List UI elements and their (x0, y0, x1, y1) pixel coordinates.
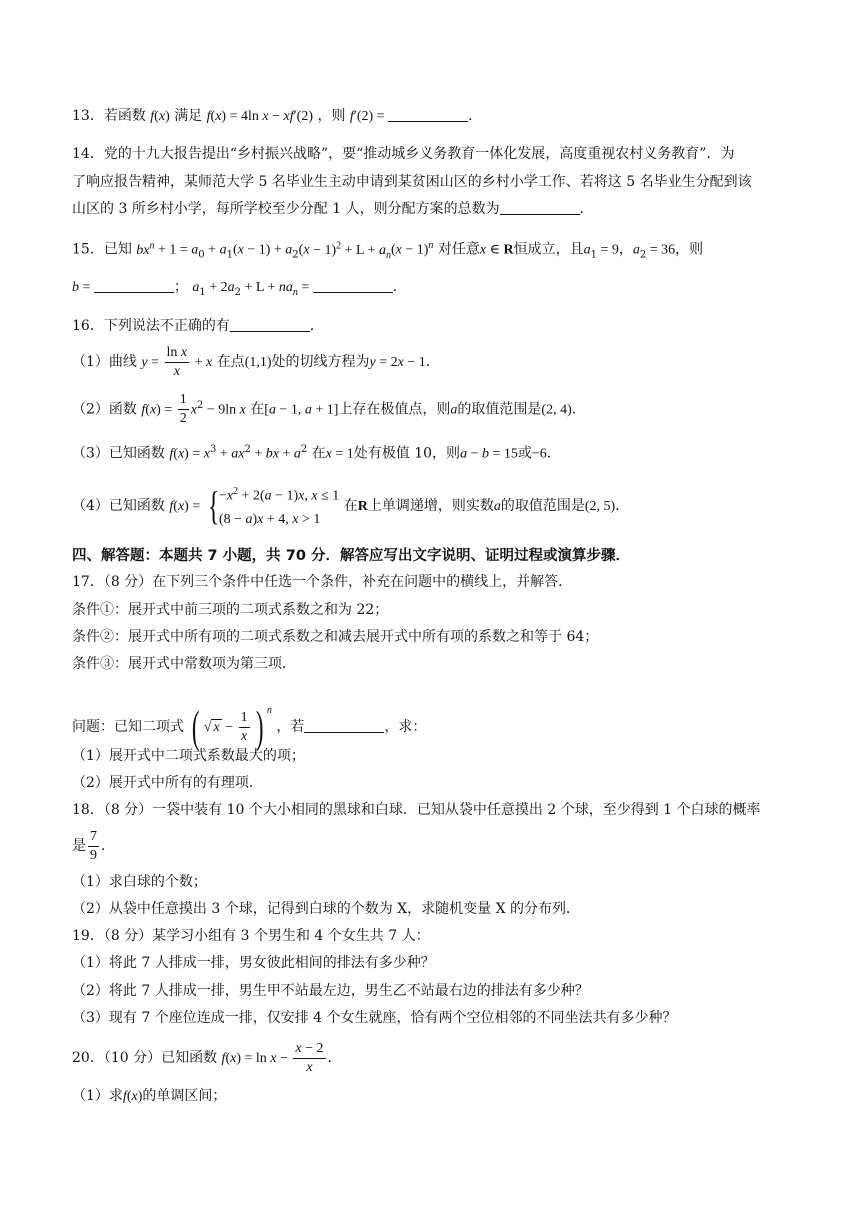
question-14-line-3: 山区的 3 所乡村小学，每所学校至少分配 1 人，则分配方案的总数为 ． (72, 201, 594, 217)
answer-blank[interactable] (388, 107, 468, 122)
condition-1: 条件①：展开式中前三项的二项式系数之和为 22； (72, 602, 389, 618)
question-16-stem: 16．下列说法不正确的有 ． (72, 318, 324, 334)
question-18-part-2: （2）从袋中任意摸出 3 个球，记得到白球的个数为 X，求随机变量 X 的分布列． (72, 901, 580, 917)
condition-2: 条件②：展开式中所有项的二项式系数之和减去展开式中所有项的系数之和等于 64； (72, 629, 599, 645)
question-17-problem: 问题：已知二项式 ( √ x − $\frac{1}{x}$ ) $^n$ ，若 ，求： (72, 701, 427, 752)
question-16-item-3: （3）已知函数 $f(x) = x^3 + ax^2$ + bx + $a^2$ 在x = 1处有极值 10，则a − b = 15或−6． (72, 444, 561, 462)
section-heading: 四、解答题：本题共 7 小题，共 70 分．解答应写出文字说明、证明过程或演算步骤． (72, 548, 630, 564)
question-16-item-1: （1）曲线 y = $\frac{\text{ln x}}{x}$ + x 在点(1,1)处的切线方程为y = 2x − 1． (72, 344, 440, 379)
question-14-line-1: 14．党的十九大报告提出“乡村振兴战略”，要“推动城乡义务教育一体化发展，高度重视农村义务教育”．为 (72, 146, 735, 162)
question-19-part-2: （2）将此 7 人排成一排，男生甲不站最左边，男生乙不站最右边的排法有多少种？ (72, 983, 589, 999)
question-17-part-1: （1）展开式中二项式系数最大的项； (72, 748, 305, 764)
answer-blank[interactable] (500, 200, 580, 215)
answer-blank[interactable] (304, 718, 384, 733)
answer-blank[interactable] (313, 278, 393, 293)
question-18-stem-2: 是 $\frac{7}{9}$ ． (72, 828, 115, 863)
question-18-part-1: （1）求白球的个数； (72, 874, 207, 890)
question-19-part-3: （3）现有 7 个座位连成一排，仅安排 4 个女生就座，恰有两个空位相邻的不同坐法共有多少种？ (72, 1010, 677, 1026)
question-16-item-2: （2）函数 f(x) = $\frac{1}{2}$ $x^2 - 9\ln$ x 在[a − 1, a + 1]上存在极值点，则a的取值范围是(2, 4)． (72, 392, 586, 427)
question-13: 13．若函数 f(x) 满足 f(x) = 4ln x − xf′(2) ，则 f′(2) = ． (72, 108, 483, 124)
answer-blank[interactable] (94, 278, 174, 293)
condition-3: 条件③：展开式中常数项为第三项． (72, 656, 296, 672)
question-14-line-2: 了响应报告精神，某师范大学 5 名毕业生主动申请到某贫困山区的乡村小学工作、若将这 5 名毕业生分配到该 (72, 174, 752, 190)
question-15-line-1: 15．已知 $bx^n + 1 = a_0 + a_1(x - 1) + a_2(x - 1)^2 + L + a_n(x - 1)^n$ 对任意x ∈ R恒成立，且$a_1 = 9$，$a_2 = 36$，则 (72, 240, 704, 261)
answer-blank[interactable] (230, 317, 310, 332)
question-19-stem: 19．（8 分）某学习小组有 3 个男生和 4 个女生共 7 人： (72, 928, 430, 944)
question-17-stem: 17．（8 分）在下列三个条件中任选一个条件，补充在问题中的横线上，并解答． (72, 574, 573, 590)
question-20-stem: 20．（10 分）已知函数 f(x) = ln x − $\frac{x - 2}{x}$ ． (72, 1040, 342, 1075)
question-17-part-2: （2）展开式中所有的有理项． (72, 775, 263, 791)
question-16-item-4: （4）已知函数 f(x) = { $-x^2 + 2(a - 1)x$, x ≤ 1 (8 − a)x + 4, x > 1 在R上单调递增，则实数a的取值范围是(2, 5)． (72, 483, 630, 528)
question-15-line-2: b = ； $a_1 + 2a_2 + L + na_n$ = ． (72, 279, 407, 298)
question-18-stem: 18．（8 分）一袋中装有 10 个大小相同的黑球和白球．已知从袋中任意摸出 2 个球，至少得到 1 个白球的概率 (72, 802, 761, 818)
question-19-part-1: （1）将此 7 人排成一排，男女彼此相间的排法有多少种？ (72, 955, 435, 971)
question-20-part-1: （1）求f(x)的单调区间； (72, 1088, 227, 1104)
